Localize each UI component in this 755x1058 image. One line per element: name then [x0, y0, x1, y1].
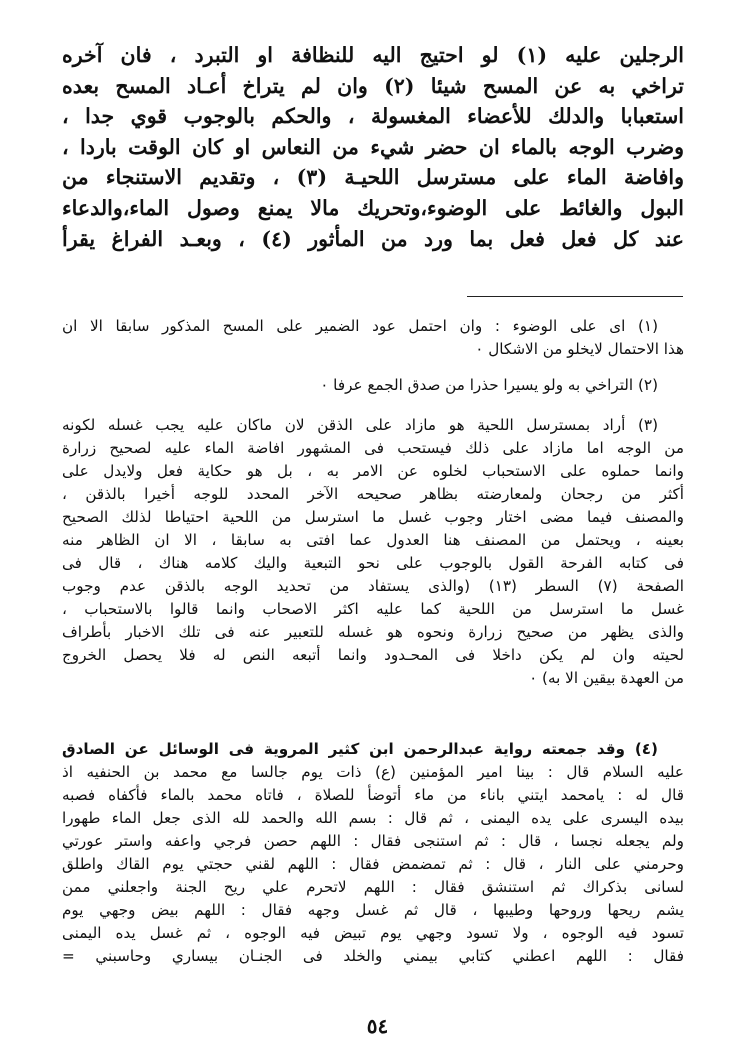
footnote-4 [62, 738, 684, 968]
footnote-1 [62, 315, 684, 361]
main-text-line: البول والغائط على الوضوء،وتحريك مالا يمنع وصول الماء،والدعاء [62, 195, 684, 220]
footnote-line: من الوجه اما مازاد على ذلك فيستحب فى المشهور افاضة الماء عليه لصحيح زرارة [62, 439, 684, 457]
main-text-line: وضرب الوجه بالماء ان حضر شيء من النعاس او كان الوقت باردا ، [62, 134, 684, 159]
footnote-separator [467, 296, 683, 297]
footnote-line: تسود فيه الوجوه ، ولا تسود وجهي يوم تبيض فيه الوجوه ، ثم غسل يده اليمنى [62, 924, 684, 942]
main-text-line: تراخي به عن المسح شيئا (٢) وان لم يتراخ أعـاد المسح بعده [62, 73, 684, 98]
footnote-3 [62, 414, 684, 690]
footnote-line: غسل ما استرسل من اللحية كما عليه اكثر الاصحاب وانما قالوا بالاستحباب ، [62, 600, 684, 618]
footnote-line: بعينه ، ويحتمل من المصنف هنا العدول عما افتى به سابقا ، الا ان الظاهر منه [62, 531, 684, 549]
footnote-line: من العهدة بيقين الا به) ٠ [529, 669, 684, 687]
footnote-line: عليه السلام قال : بينا امير المؤمنين (ع) ذات يوم جالسا مع محمد بن الحنفيه اذ [62, 763, 684, 781]
footnote-line: الصفحة (٧) السطر (١٣) (والذى يستفاد من تحديد الوجه بالذقن عدم وجوب [62, 577, 684, 595]
footnote-line: والذى يظهر من صحيح زرارة ونحوه هو غسله للتعبير عنه فى تلك الاخبار بأطراف [62, 623, 684, 641]
footnote-line: هذا الاحتمال لايخلو من الاشكال ٠ [475, 340, 684, 358]
footnote-line: فقال : اللهم اعطني كتابي بيمني والخلد فى الجنـان بيساري وحاسبني = [62, 947, 684, 965]
main-text-line: عند كل فعل فعل بما ورد من المأثور (٤) ، وبعـد الفراغ يقرأ [62, 226, 684, 251]
footnote-line: لسانى بذكراك ثم استنشق فقال : اللهم لاتحرم علي ريح الجنة واجعلني ممن [62, 878, 684, 896]
footnote-line: بيده اليسرى على يده اليمنى ، ثم قال : بسم الله والحمد لله الذى جعل الماء طهورا [62, 809, 684, 827]
main-text [62, 40, 684, 254]
footnote-line: (١) اى على الوضوء : وان احتمل عود الضمير على المسح المذكور سابقا الا ان [62, 317, 658, 335]
footnote-line: لحيته وان لم يكن داخلا فى المحـدود وانما أتبعه النص له فلا يحصل الخروج [62, 646, 684, 664]
footnote-2 [62, 374, 684, 397]
footnote-line: قال له : يامحمد ايتني باناء من ماء أتوضأ للصلاة ، فاتاه محمد بالماء فأكفاه فصبه [62, 786, 684, 804]
footnote-line: (٢) التراخي به ولو يسيرا حذرا من صدق الجمع عرفا ٠ [320, 376, 658, 394]
footnote-line: (٣) أراد بمسترسل اللحية هو مازاد على الذقن لان ماكان عليه يجب غسله لكونه [62, 416, 658, 434]
footnote-line: فى كتابه الفرحة القول بالوجوب على نحو التبعية واليك كلامه هناك ، قال فى [62, 554, 684, 572]
page-number: ٥٤ [366, 1014, 389, 1038]
main-text-line: استعبابا والدلك للأعضاء المغسولة ، والحكم بالوجوب قوي جدا ، [62, 104, 684, 129]
footnote-line: ولم يجعله نجسا ، قال : ثم استنجى فقال : اللهم حصن فرجي واعفه واستر عورتي [62, 832, 684, 850]
footnote-line: يشم ريحها وروحها وطيبها ، قال ثم غسل وجهه فقال : اللهم بيض وجهي يوم [62, 901, 684, 919]
footnote-line: (٤) وقد جمعته رواية عبدالرحمن ابن كثير المروية فى الوسائل عن الصادق [62, 740, 658, 758]
footnote-line: وحرمني على النار ، قال : ثم تمضمض فقال : اللهم لقني حجتي يوم القاك واطلق [62, 855, 684, 873]
footnote-line: أكثر من رجحان ولمعارضته بظاهر صحيحه الآخر المحدد للوجه أخيرا بالذقن ، [62, 485, 684, 503]
main-text-line: الرجلين عليه (١) لو احتيج اليه للنظافة او التبرد ، فان آخره [62, 43, 684, 67]
footnote-line: وانما حملوه على الاستحباب لخلوه عن الامر به ، بل هو حكاية فعل ولايدل على [62, 462, 684, 480]
footnote-line: والمصنف فيما مضى اختار وجوب غسل ما استرسل من اللحية احتياطا لذلك الصحيح [62, 508, 684, 526]
main-text-line: وافاضة الماء على مسترسل اللحيـة (٣) ، وتقديم الاستنجاء من [62, 165, 684, 190]
